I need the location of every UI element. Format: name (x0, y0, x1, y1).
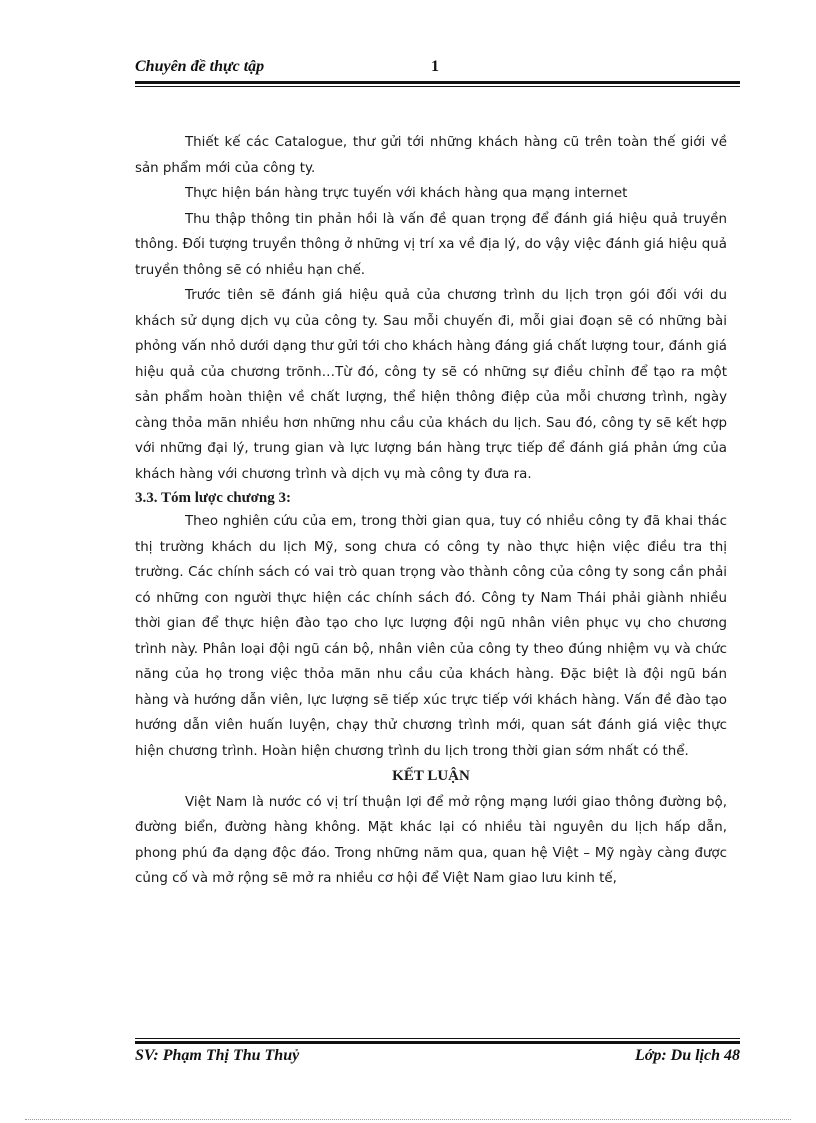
paragraph: Thực hiện bán hàng trực tuyến với khách hàng qua mạng internet (185, 186, 628, 201)
page-footer (135, 1047, 740, 1071)
paragraph: Trước tiên sẽ đánh giá hiệu quả của chương trình du lịch trọn gói đối với du khách sử dụng dịch vụ của công ty. Sau mỗi chuyến đi, mỗi giai đoạn sẽ có những bài phỏng vấn nhỏ dưới dạng thư gửi tới cho khách hàng đáng giá chất lượng tour, đánh giá hiệu quả của chương trõnh…Từ đó, công ty sẽ có những sự điều chỉnh để tạo ra một sản phẩm hoàn thiện về chất lượng, thể hiện thông điệp của mỗi chương trình, ngày càng thỏa mãn nhiều hơn những nhu cầu của khách du lịch. Sau đó, công ty sẽ kết hợp với những đại lý, trung gian và lực lượng bán hàng trực tiếp để đánh giá phản ứng của khách hàng với chương trình và dịch vụ mà công ty đưa ra. (135, 288, 727, 482)
footer-class: Lớp: Du lịch 48 (634, 1047, 740, 1064)
page-edge-dotted (25, 1119, 791, 1120)
page-header (135, 56, 740, 82)
document-body (135, 130, 727, 892)
footer-rule-thin (135, 1038, 740, 1039)
paragraph: Theo nghiên cứu của em, trong thời gian qua, tuy có nhiều công ty đã khai thác thị trường khách du lịch Mỹ, song chưa có công ty nào thực hiện việc điều tra thị trường. Các chính sách có vai trò quan trọng vào thành công của công ty song cần phải có những con người thực hiện các chính sách đó. Công ty Nam Thái phải giành nhiều thời gian để thực hiện đào tạo cho lực lượng đội ngũ nhân viên phục vụ cho chương trình này. Phân loại đội ngũ cán bộ, nhân viên của công ty theo đúng nhiệm vụ và chức năng của họ trong việc thỏa mãn nhu cầu của khách hàng. Đặc biệt là đội ngũ bán hàng và hướng dẫn viên, lực lượng sẽ tiếp xúc trực tiếp với khách hàng. Vấn đề đào tạo hướng dẫn viên huấn luyện, chạy thử chương trình mới, quan sát đánh giá việc thực hiện chương trình. Hoàn hiện chương trình du lịch trong thời gian sớm nhất có thể. (135, 514, 727, 759)
paragraph: Thu thập thông tin phản hồi là vấn đề quan trọng để đánh giá hiệu quả truyền thông. Đối tượng truyền thông ở những vị trí xa về địa lý, do vậy việc đánh giá hiệu quả truyền thông sẽ có nhiều hạn chế. (135, 211, 727, 278)
paragraph: Thiết kế các Catalogue, thư gửi tới những khách hàng cũ trên toàn thế giới về sản phẩm mới của công ty. (135, 135, 727, 176)
header-rule-thick (135, 81, 740, 84)
conclusion-heading: KẾT LUẬN (392, 768, 470, 784)
page-number: 1 (431, 58, 439, 75)
paragraph: Việt Nam là nước có vị trí thuận lợi để mở rộng mạng lưới giao thông đường bộ, đường biển, đường hàng không. Mặt khác lại có nhiều tài nguyên du lịch hấp dẫn, phong phú đa dạng độc đáo. Trong những năm qua, quan hệ Việt – Mỹ ngày càng được củng cố và mở rộng sẽ mở ra nhiều cơ hội để Việt Nam giao lưu kinh tế, (135, 794, 727, 886)
footer-student: SV: Phạm Thị Thu Thuỷ (135, 1047, 300, 1064)
section-heading: 3.3. Tóm lược chương 3: (135, 490, 292, 506)
footer-rule-thick (135, 1041, 740, 1044)
header-rule-thin (135, 86, 740, 87)
header-title: Chuyên đề thực tập (135, 58, 265, 75)
